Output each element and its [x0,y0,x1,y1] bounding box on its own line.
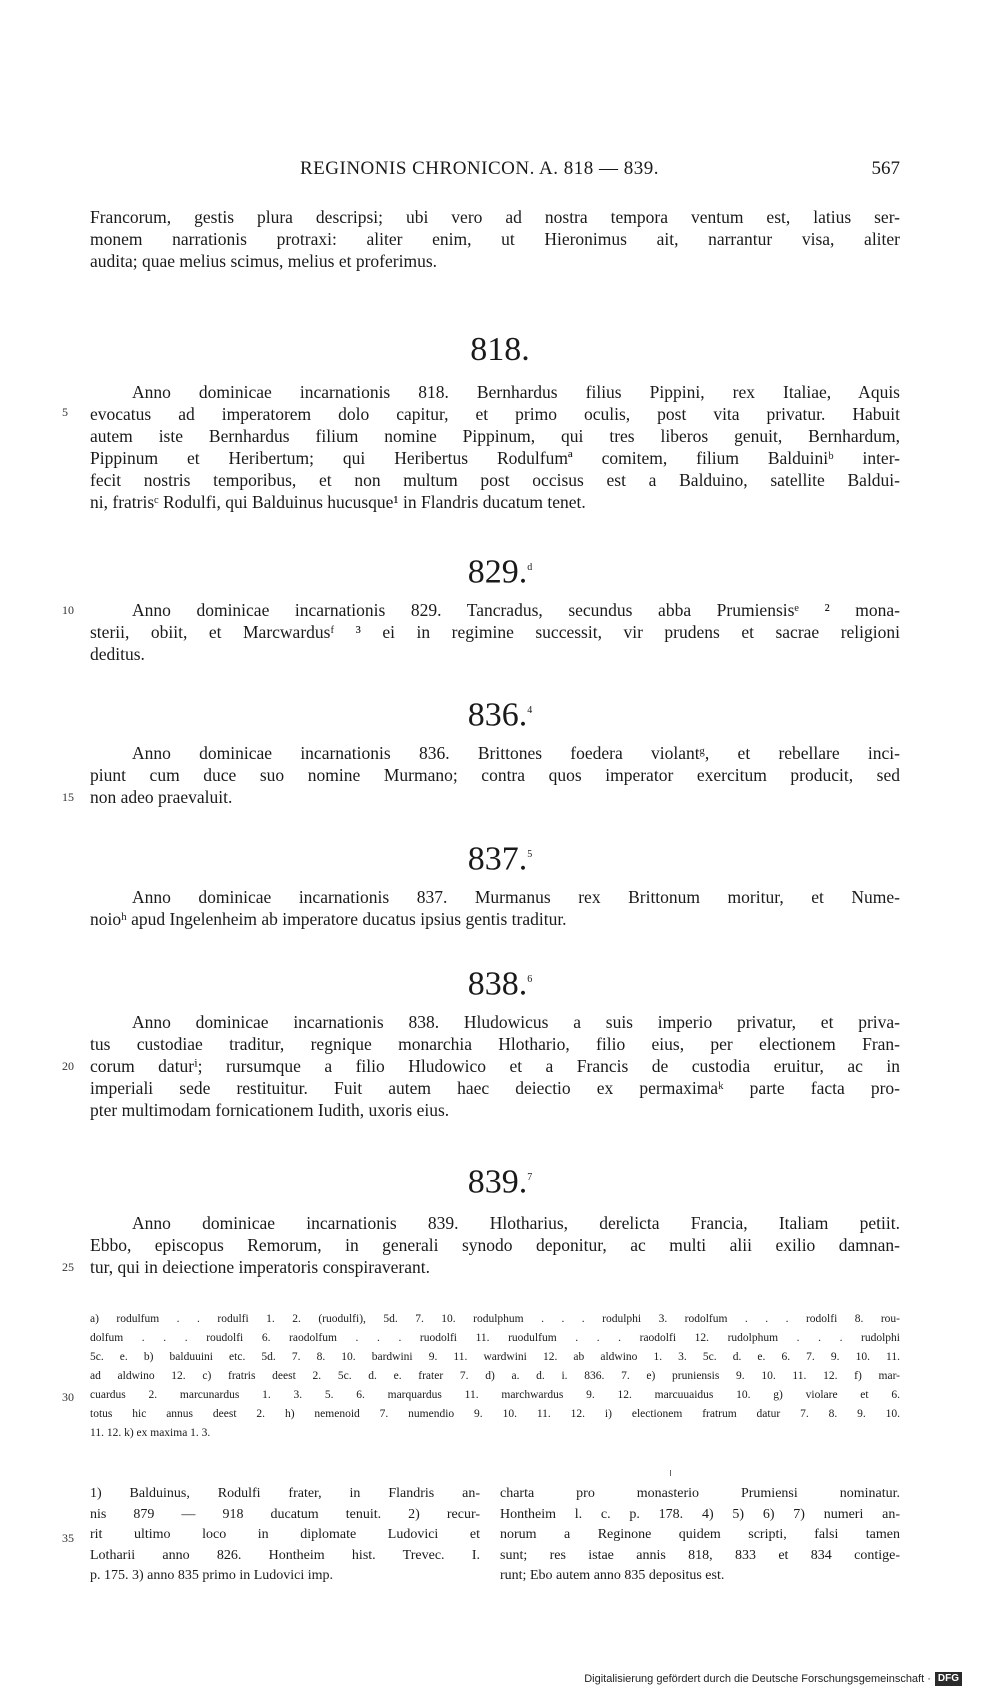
line-number: 30 [62,1390,74,1404]
footnote-line: sunt; res istae annis 818, 833 et 834 contige- [500,1547,900,1563]
footnote-line: rit ultimo loco in diplomate Ludovici et [90,1527,480,1543]
line-number: 35 [62,1531,74,1545]
text-line: deditus. [90,644,145,664]
note-line: cuardus 2. marcunardus 1. 3. 5. 6. marquardus 11. marchwardus 9. 12. marcuuaidus 10. g) violare et 6. [90,1389,900,1401]
note-line: totus hic annus deest 2. h) nemenoid 7. numendio 9. 10. 11. 12. i) electionem fratrum datur 7. 8. 9. 10. [90,1408,900,1420]
line-number: 15 [62,790,74,804]
text-line: Anno dominicae incarnationis 838. Hludowicus a suis imperio privatur, et priva- [132,1012,900,1032]
text-line: ni, fratrisᶜ Rodulfi, qui Balduinus hucusque¹ in Flandris ducatum tenet. [90,492,586,512]
text-line: Anno dominicae incarnationis 818. Bernhardus filius Pippini, rex Italiae, Aquis [132,382,900,402]
text-line: sterii, obiit, et Marcwardusᶠ ³ ei in regimine successit, vir prudens et sacrae religioni [90,622,900,642]
footnote-line: nis 879 — 918 ducatum tenuit. 2) recur- [90,1506,480,1522]
text-line: Anno dominicae incarnationis 829. Tancradus, secundus abba Prumiensisᵉ ² mona- [132,600,900,620]
footnotes-right [500,1484,900,1587]
text-line: noioʰ apud Ingelenheim ab imperatore ducatus ipsius gentis traditur. [90,909,567,929]
text-line: Anno dominicae incarnationis 839. Hlotharius, derelicta Francia, Italiam petiit. [132,1213,900,1233]
line-number: 5 [62,405,68,419]
line-number: 10 [62,603,74,617]
footnote-line: runt; Ebo autem anno 835 depositus est. [500,1568,725,1584]
text-line: evocatus ad imperatorem dolo capitur, et primo oculis, post vita privatur. Habuit [90,404,900,424]
year-heading: 837.$^5$ [467,840,533,878]
text-line: Ebbo, episcopus Remorum, in generali synodo deponitur, ac multi alii exilio damnan- [90,1235,900,1255]
text-line: imperiali sede restituitur. Fuit autem haec deiectio ex permaximaᵏ parte facta pro- [90,1078,900,1098]
text-line: tus custodiae traditur, regnique monarchia Hlothario, filio eius, per electionem Fran- [90,1034,900,1054]
running-head [90,158,900,188]
text-line: pter multimodam fornicationem Iudith, uxoris eius. [90,1100,450,1120]
year-heading: 836.$^4$ [467,696,533,734]
footnote-line: norum a Reginone quidem scripti, falsi tamen [500,1527,900,1543]
year-heading: 818. [470,331,530,368]
line-number: 20 [62,1059,74,1073]
page-number: 567 [871,158,900,179]
footnote-line: Hontheim l. c. p. 178. 4) 5) 6) 7) numeri an- [500,1506,900,1522]
digitization-credit [584,1672,962,1686]
dfg-logo-icon: DFG [935,1672,962,1686]
text-line: audita; quae melius scimus, melius et proferimus. [90,251,438,271]
footnotes-left [90,1484,480,1587]
note-line: 5c. e. b) balduuini etc. 5d. 7. 8. 10. bardwini 9. 11. wardwini 12. ab aldwino 1. 3. 5c. d. e. 6. 7. 9. 10. 11. [90,1351,900,1363]
footnote-line: 1) Balduinus, Rodulfi frater, in Flandris an- [90,1486,480,1501]
text-line: autem iste Bernhardus filium nomine Pippinum, qui tres liberos genuit, Bernhardum, [90,426,900,446]
divider [670,1470,671,1476]
note-line: 11. 12. k) ex maxima 1. 3. [90,1427,211,1439]
text-line: fecit nostris temporibus, et non multum post occisus est a Balduino, satellite Baldui- [90,470,900,490]
note-line: a) rodulfum . . rodulfi 1. 2. (ruodulfi), 5d. 7. 10. rodulphum . . . rodulphi 3. rodolfum . . . rodolfi 8. rou- [90,1313,900,1325]
footnote-line: charta pro monasterio Prumiensi nominatur. [500,1486,900,1501]
text-line: Francorum, gestis plura descripsi; ubi vero ad nostra tempora ventum est, latius ser- [90,207,900,227]
text-line: non adeo praevaluit. [90,787,233,807]
year-heading: 839.$^7$ [467,1163,533,1201]
text-line: corum daturⁱ; rursumque a filio Hludowico et a Francis de custodia eruitur, ac in [90,1056,900,1076]
text-line: Anno dominicae incarnationis 837. Murmanus rex Brittonum moritur, et Nume- [132,887,900,907]
text-line: monem narrationis protraxi: aliter enim, ut Hieronimus ait, narrantur visa, aliter [90,229,900,249]
year-heading: 829.$^d$ [467,553,533,591]
footnote-line: Lotharii anno 826. Hontheim hist. Trevec. I. [90,1547,480,1563]
footnote-line: p. 175. 3) anno 835 primo in Ludovici imp. [90,1568,334,1584]
running-title: REGINONIS CHRONICON. A. 818 — 839. [300,158,660,179]
text-line: Anno dominicae incarnationis 836. Brittones foedera violantᵍ, et rebellare inci- [132,743,900,763]
note-line: ad aldwino 12. c) fratris deest 2. 5c. d. e. frater 7. d) a. d. i. 836. 7. e) pruniensis 9. 10. 11. 12. f) mar- [90,1370,900,1382]
text-line: piunt cum duce suo nomine Murmano; contra quos imperator exercitum producit, sed [90,765,900,785]
text-line: Pippinum et Heribertum; qui Heribertus Rodulfumª comitem, filium Balduiniᵇ inter- [90,448,900,468]
note-line: dolfum . . . roudolfi 6. raodolfum . . . ruodolfi 11. ruodulfum . . . raodolfi 12. rudolphum . . . rudolphi [90,1332,900,1344]
text-line: tur, qui in deiectione imperatoris conspiraverant. [90,1257,430,1277]
line-number: 25 [62,1260,74,1274]
credit-text: Digitalisierung gefördert durch die Deutsche Forschungsgemeinschaft · [584,1673,931,1685]
year-heading: 838.$^6$ [467,965,533,1003]
